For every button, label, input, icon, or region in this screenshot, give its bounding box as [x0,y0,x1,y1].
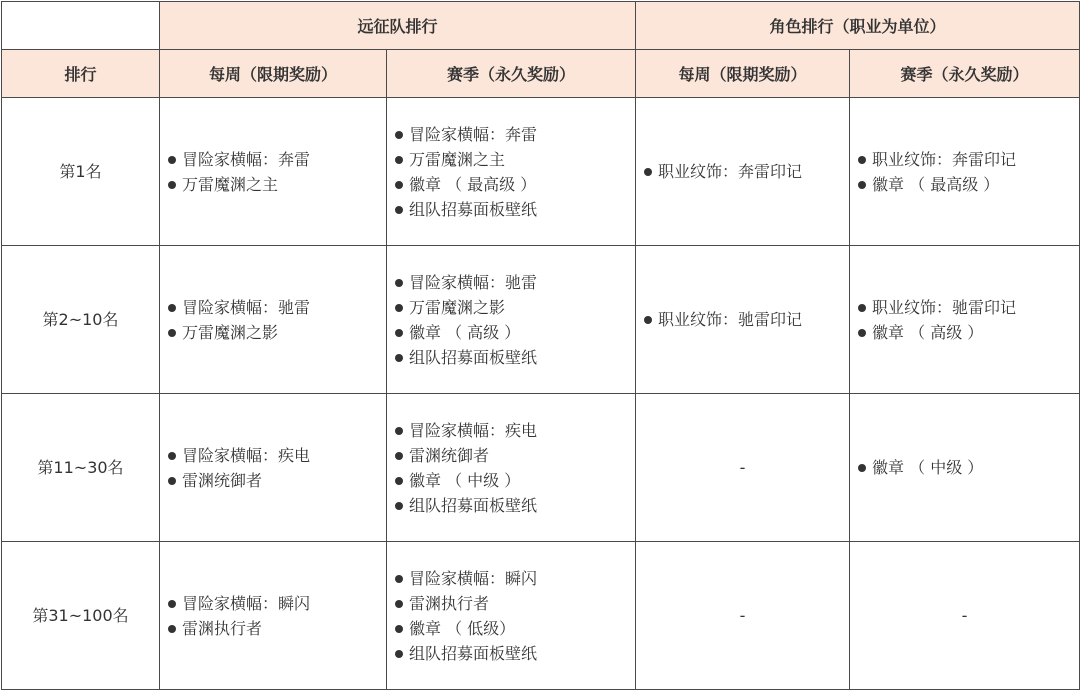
reward-item: 万雷魔渊之影 [167,320,386,345]
character-season-cell [850,394,1080,542]
reward-item: 徽章 （ 低级） [394,616,635,641]
reward-item: 职业纹饰：驰雷印记 [857,295,1079,320]
reward-list [857,295,1079,345]
character-weekly-cell [636,246,850,394]
reward-item: 冒险家横幅：奔雷 [167,147,386,172]
reward-item: 冒险家横幅：奔雷 [394,122,635,147]
reward-item: 雷渊统御者 [167,468,386,493]
expedition-season-cell [387,98,636,246]
reward-item: 冒险家横幅：驰雷 [167,295,386,320]
reward-item: 冒险家横幅：瞬闪 [167,591,386,616]
reward-item: 冒险家横幅：疾电 [167,443,386,468]
corner-cell [2,2,160,50]
table-row [2,98,1080,246]
reward-item: 冒险家横幅：疾电 [394,418,635,443]
reward-item: 职业纹饰：奔雷印记 [857,147,1079,172]
character-season-cell-empty: - [850,542,1080,690]
reward-item: 万雷魔渊之主 [167,172,386,197]
reward-list [167,443,386,493]
rank-cell: 第1名 [2,98,160,246]
character-season-cell [850,98,1080,246]
reward-list [167,591,386,641]
column-header-row [2,50,1080,98]
reward-item: 徽章 （ 中级 ） [394,468,635,493]
reward-item: 徽章 （ 高级 ） [857,320,1079,345]
character-weekly-cell-empty: - [636,542,850,690]
group-header-row [2,2,1080,50]
ranking-rewards-table [1,1,1080,690]
reward-item: 职业纹饰：驰雷印记 [643,307,849,332]
reward-list [857,147,1079,197]
expedition-season-cell [387,246,636,394]
character-season-header: 赛季（永久奖励） [850,50,1080,98]
expedition-season-header: 赛季（永久奖励） [387,50,636,98]
character-weekly-cell-empty: - [636,394,850,542]
reward-item: 徽章 （ 高级 ） [394,320,635,345]
reward-list [394,122,635,222]
reward-item: 冒险家横幅：驰雷 [394,270,635,295]
character-weekly-cell [636,98,850,246]
reward-list [394,418,635,518]
reward-item: 雷渊统御者 [394,443,635,468]
reward-item: 徽章 （ 中级 ） [857,455,1079,480]
reward-item: 万雷魔渊之主 [394,147,635,172]
reward-item: 冒险家横幅：瞬闪 [394,566,635,591]
reward-item: 雷渊执行者 [167,616,386,641]
expedition-weekly-cell [160,246,387,394]
character-season-cell [850,246,1080,394]
reward-item: 徽章 （ 最高级 ） [394,172,635,197]
reward-item: 组队招募面板壁纸 [394,197,635,222]
character-ranking-header: 角色排行（职业为单位） [636,2,1080,50]
rank-cell: 第11~30名 [2,394,160,542]
expedition-weekly-cell [160,542,387,690]
expedition-season-cell [387,542,636,690]
reward-list [394,270,635,370]
table-row [2,394,1080,542]
reward-list [167,147,386,197]
reward-item: 组队招募面板壁纸 [394,493,635,518]
rank-cell: 第2~10名 [2,246,160,394]
rank-column-header: 排行 [2,50,160,98]
table-row [2,246,1080,394]
expedition-season-cell [387,394,636,542]
reward-list [857,455,1079,480]
reward-item: 职业纹饰：奔雷印记 [643,159,849,184]
reward-list [394,566,635,666]
expedition-weekly-cell [160,394,387,542]
expedition-weekly-cell [160,98,387,246]
reward-list [643,159,849,184]
reward-list [643,307,849,332]
table-row [2,542,1080,690]
reward-list [167,295,386,345]
reward-item: 万雷魔渊之影 [394,295,635,320]
reward-item: 组队招募面板壁纸 [394,641,635,666]
rank-cell: 第31~100名 [2,542,160,690]
reward-item: 组队招募面板壁纸 [394,345,635,370]
reward-item: 雷渊执行者 [394,591,635,616]
reward-item: 徽章 （ 最高级 ） [857,172,1079,197]
expedition-weekly-header: 每周（限期奖励） [160,50,387,98]
character-weekly-header: 每周（限期奖励） [636,50,850,98]
expedition-ranking-header: 远征队排行 [160,2,636,50]
